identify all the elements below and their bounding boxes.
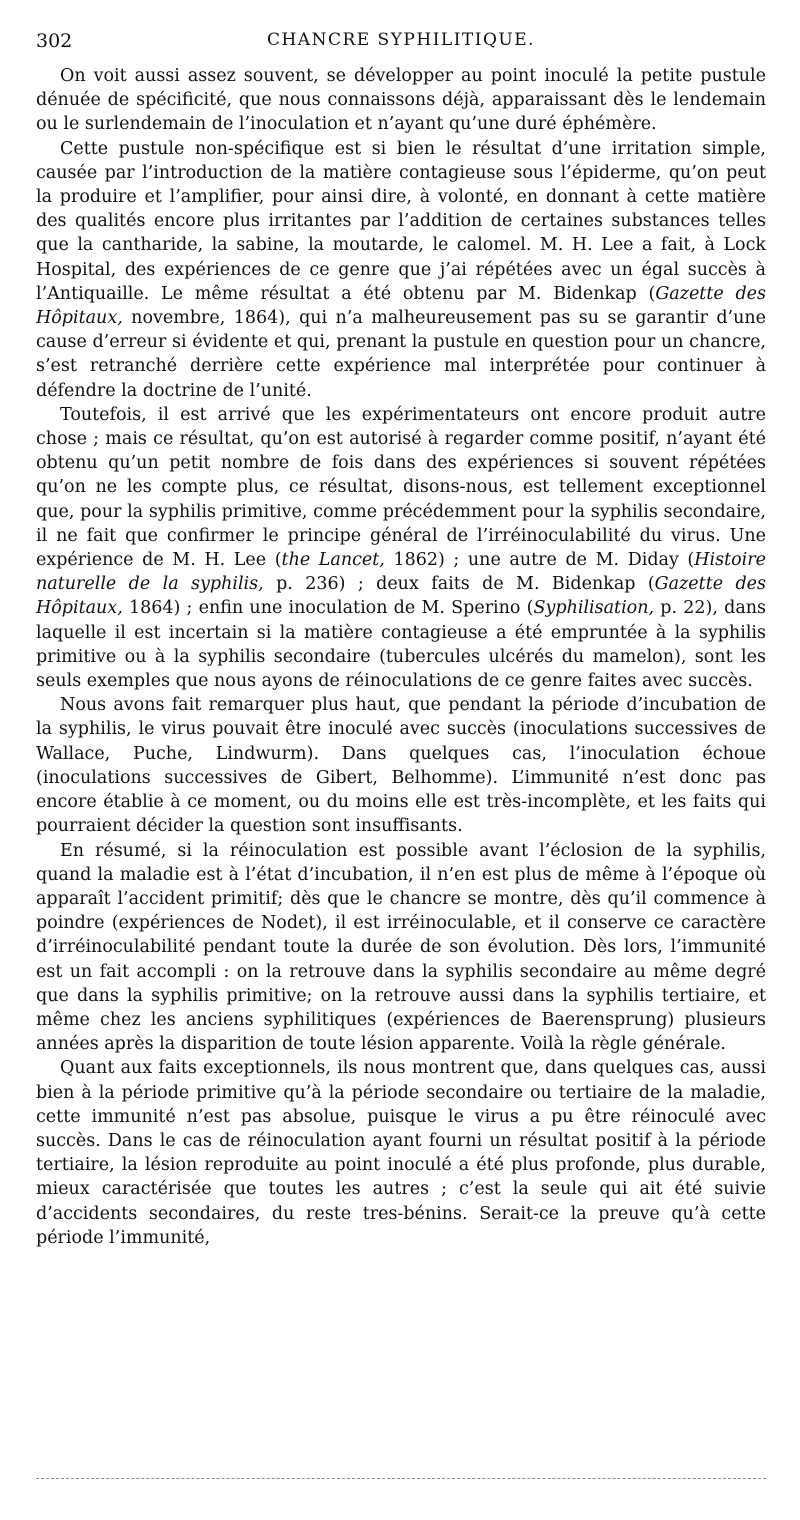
- text-segment: 1864) ; enfin une inoculation de M. Sperino (: [122, 598, 534, 619]
- text-segment: Toutefois, il est arrivé que les expérimentateurs ont encore produit autre chose ; mais ce résultat, qu’on est autorisé à regarder comme positif, n’ayant été obtenu qu’un petit nombre de fois dans des expériences si souvent répétées qu’on ne les compte plus, ce résultat, disons-nous, est tellement exceptionnel que, pour la syphilis primitive, comme précédemment pour la syphilis secondaire, il ne fait que confirmer le principe général de l’irréinoculabilité du virus. Une expérience de M. H. Lee (: [36, 404, 766, 571]
- text-segment: Quant aux faits exceptionnels, ils nous montrent que, dans quelques cas, aussi bien à la période primitive qu’à la période secondaire ou tertiaire de la maladie, cette immunité n’est pas absolue, puisque le virus a pu être réinoculé avec succès. Dans le cas de réinoculation ayant fourni un résultat positif à la période tertiaire, la lésion reproduite au point inoculé a été plus profonde, plus durable, mieux caractérisée que toutes les autres ; c’est la seule qui ait été suivie d’accidents secondaires, du reste tres-bénins. Serait-ce la preuve qu’à cette période l’immunité,: [36, 1058, 766, 1248]
- italic-citation: Gazette des Hôpitaux,: [36, 574, 767, 619]
- paragraph-2: [36, 137, 766, 403]
- text-segment: Nous avons fait remarquer plus haut, que pendant la période d’incubation de la syphilis, le virus pouvait être inoculé avec succès (inoculations successives de Wallace, Puche, Lindwurm). Dans quelques cas, l’inoculation échoue (inoculations successives de Gibert, Belhomme). L’immunité n’est donc pas encore établie à ce moment, ou du moins elle est très-incomplète, et les faits qui pourraient décider la question sont insuffisants.: [36, 695, 766, 837]
- paragraph-5: [36, 839, 766, 1057]
- italic-citation: the Lancet,: [281, 550, 385, 571]
- italic-citation: Gazette des Hôpitaux,: [36, 283, 766, 329]
- footer-rule: [36, 1478, 766, 1479]
- italic-citation: Histoire naturelle de la syphilis,: [36, 550, 766, 595]
- page-header: [36, 30, 766, 58]
- book-page: [36, 30, 766, 1250]
- text-segment: p. 22), dans laquelle il est incertain si la matière contagieuse a été empruntée à la syphilis primitive ou à la syphilis secondaire (tubercules ulcérés du mamelon), sont les seuls exemples que nous ayons de réinoculations de ce genre faites avec succès.: [36, 598, 766, 692]
- paragraph-6: [36, 1056, 766, 1250]
- page-number: 302: [36, 30, 73, 52]
- text-segment: Cette pustule non-spécifique est si bien le résultat d’une irritation simple, causée par l’introduction de la matière contagieuse sous l’épiderme, qu’on peut la produire et l’amplifier, pour ainsi dire, à volonté, en donnant à cette matière des qualités encore plus irritantes par l’addition de certaines substances telles que la cantharide, la sabine, la moutarde, le calomel. M. H. Lee a fait, à Lock Hospital, des expériences de ce genre que j’ai répétées avec un égal succès à l’Antiquaille. Le même résultat a été obtenu par M. Bidenkap (: [36, 138, 766, 304]
- text-segment: p. 236) ; deux faits de M. Bidenkap (: [263, 574, 655, 595]
- italic-citation: Syphilisation,: [533, 598, 655, 619]
- text-segment: 1862) ; une autre de M. Diday (: [384, 550, 695, 571]
- text-segment: On voit aussi assez souvent, se développer au point inoculé la petite pustule dénuée de spécificité, que nous connaissons déjà, apparaissant dès le lendemain ou le surlendemain de l’inoculation et n’ayant qu’une duré éphémère.: [36, 66, 766, 135]
- text-segment: En résumé, si la réinoculation est possible avant l’éclosion de la syphilis, quand la maladie est à l’état d’incubation, il n’en est plus de même à l’époque où apparaît l’accident primitif; dès que le chancre se montre, dès qu’il commence à poindre (expériences de Nodet), il est irréinoculable, et il conserve ce caractère d’irréinoculabilité pendant toute la durée de son évolution. Dès lors, l’immunité est un fait accompli : on la retrouve dans la syphilis secondaire au même degré que dans la syphilis primitive; on la retrouve aussi dans la syphilis tertiaire, et même chez les anciens syphilitiques (expériences de Baerensprung) plusieurs années après la disparition de toute lésion apparente. Voilà la règle générale.: [36, 840, 766, 1055]
- running-title: CHANCRE SYPHILITIQUE.: [266, 30, 536, 50]
- body-text: [36, 64, 766, 1250]
- paragraph-4: [36, 693, 766, 838]
- text-segment: novembre, 1864), qui n’a malheureusement pas su se garantir d’une cause d’erreur si évidente et qui, prenant la pustule en question pour un chancre, s’est retranché derrière cette expérience mal interprétée pour continuer à défendre la doctrine de l’unité.: [36, 308, 766, 401]
- paragraph-3: [36, 403, 766, 693]
- paragraph-1: [36, 64, 766, 137]
